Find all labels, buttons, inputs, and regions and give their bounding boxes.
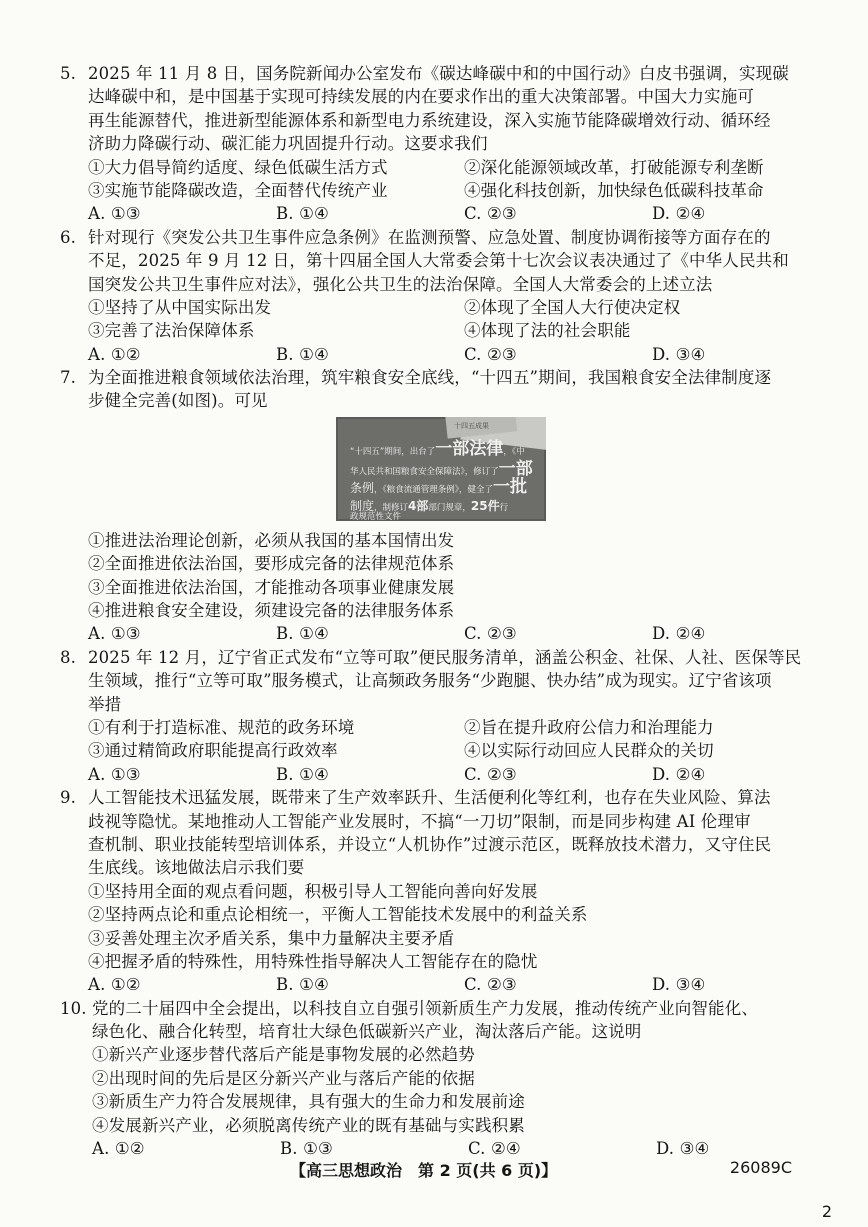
option-2: ②体现了全国人大行使决定权 [464,297,681,317]
law-system-figure [336,417,546,521]
question-stem-line: 2025 年 11 月 8 日，国务院新闻办公室发布《碳达峰碳中和的中国行动》白皮书强调，实现碳 [88,64,789,83]
question-stem-line: 举措 [88,694,122,714]
option-3: ③通过精简政府职能提高行政效率 [88,741,338,761]
question-stem-line: 生底线。该地做法启示我们要 [88,858,305,878]
figure-text: ，《粮食流通管理条例》，健全了 [374,484,494,495]
option-3: ③新质生产力符合发展规律，具有强大的生命力和发展前途 [92,1092,525,1112]
figure-highlight: 一部法律 [435,438,504,459]
figure-text: ，《中 [503,446,525,457]
question-stem-line: 查机制、职业技能转型培训体系，并设立“人机协作”过渡示范区，既释放技术潜力，又守住民 [88,834,772,854]
corner-page-number: 2 [821,1202,832,1221]
question-number: 7. [60,368,77,388]
question-9 [60,786,812,997]
choice-d: D. ②④ [652,204,706,224]
option-4: ④强化科技创新，加快绿色低碳科技革命 [464,180,764,200]
choice-c: C. ②③ [464,624,517,644]
choice-a: A. ①③ [88,764,141,784]
question-number: 9. [60,788,77,808]
choice-d: D. ②④ [652,624,706,644]
option-2: ②坚持两点论和重点论相统一，平衡人工智能技术发展中的利益关系 [88,905,588,925]
question-stem-line: 步健全完善(如图)。可见 [88,391,268,411]
choice-a: A. ①② [88,975,141,995]
choice-c: C. ②③ [464,975,517,995]
choice-a: A. ①③ [88,204,141,224]
question-number: 5. [60,64,77,83]
question-7 [60,366,812,646]
question-stem-line: 济助力降碳行动、碳汇能力巩固提升行动。这要求我们 [88,134,488,154]
question-stem-line: 达峰碳中和，是中国基于实现可持续发展的内在要求作出的重大决策部署。中国大力实施可 [88,87,754,107]
question-number: 8. [60,647,77,667]
option-4: ④以实际行动回应人民群众的关切 [464,741,714,761]
figure-top-note: 十四五成果 [454,421,489,430]
option-2: ②深化能源领域改革，打破能源专利垄断 [464,157,764,177]
figure-highlight: 25件 [470,498,500,513]
choice-a: A. ①② [88,344,141,364]
footer-page-info: 【高三思想政治 第 2 页(共 6 页)】 [290,1161,558,1180]
question-5 [60,62,812,226]
option-3: ③完善了法治保障体系 [88,321,255,341]
figure-text: “十四五”期间，出台了 [350,446,436,457]
exam-page [60,62,812,1160]
question-stem-line: 歧视等隐忧。某地推动人工智能产业发展时，不搞“一刀切”限制，而是同步构建 AI 伦理审 [88,811,751,831]
option-3: ③实施节能降碳改造，全面替代传统产业 [88,180,388,200]
option-1: ①新兴产业逐步替代落后产能是事物发展的必然趋势 [92,1045,475,1065]
question-stem-line: 生领域，推行“立等可取”服务模式，让高频政务服务“少跑腿、快办结”成为现实。辽宁省该项 [88,671,772,691]
question-number: 10. [60,998,87,1018]
option-1: ①坚持了从中国实际出发 [88,297,272,317]
choice-d: D. ③④ [656,1139,710,1159]
figure-text: 政规范性文件 [350,511,402,521]
choice-c: C. ②③ [464,204,517,224]
option-4: ④推进粮食安全建设，须建设完备的法律服务体系 [88,601,455,621]
question-10 [60,997,812,1161]
choice-b: B. ①④ [276,204,329,224]
figure-highlight: 4部 [408,498,429,513]
choice-c: C. ②③ [464,344,517,364]
option-3: ③妥善处理主次矛盾关系，集中力量解决主要矛盾 [88,928,455,948]
option-1: ①有利于打造标准、规范的政务环境 [88,717,355,737]
question-stem-line: 人工智能技术迅猛发展，既带来了生产效率跃升、生活便利化等红利，也存在失业风险、算法 [88,788,771,808]
footer-exam-code: 26089C [729,1158,792,1177]
choice-d: D. ③④ [652,344,706,364]
figure-text: 华人民共和国粮食安全保障法》，修订了 [350,466,499,477]
option-4: ④体现了法的社会职能 [464,321,631,341]
question-stem-line: 2025 年 12 月，辽宁省正式发布“立等可取”便民服务清单，涵盖公积金、社保、人社、医保等民 [88,647,802,667]
figure-text: ，制修订 [374,502,409,513]
option-1: ①坚持用全面的观点看问题，积极引导人工智能向善向好发展 [88,881,538,901]
figure-highlight: 一批 [493,476,528,497]
choice-d: D. ②④ [652,764,706,784]
choice-b: B. ①④ [276,975,329,995]
option-2: ②出现时间的先后是区分新兴产业与落后产能的依据 [92,1068,475,1088]
option-4: ④把握矛盾的特殊性，用特殊性指导解决人工智能存在的隐忧 [88,951,538,971]
choice-b: B. ①③ [280,1139,333,1159]
figure-text: 条例 [350,480,375,495]
question-stem-line: 针对现行《突发公共卫生事件应急条例》在监测预警、应急处置、制度协调衔接等方面存在的 [88,227,771,247]
option-2: ②全面推进依法治国，要形成完备的法律规范体系 [88,554,455,574]
choice-c: C. ②③ [464,764,517,784]
choice-a: A. ①③ [88,624,141,644]
question-stem-line: 国突发公共卫生事件应对法》，强化公共卫生的法治保障。全国人大常委会的上述立法 [88,274,713,294]
question-number: 6. [60,227,77,247]
page-footer [60,1158,812,1182]
option-4: ④发展新兴产业，必须脱离传统产业的既有基础与实践积累 [92,1115,525,1135]
option-1: ①大力倡导简约适度、绿色低碳生活方式 [88,157,388,177]
question-stem-line: 绿色化、融合化转型，培育壮大绿色低碳新兴产业，淘汰落后产能。这说明 [92,1022,642,1042]
figure-highlight: 一部 [498,458,533,479]
figure-text: 行 [499,502,509,513]
figure-text: 部门规章， [428,502,471,513]
choice-c: C. ②④ [468,1139,521,1159]
choice-b: B. ①④ [276,624,329,644]
question-stem-line: 不足，2025 年 9 月 12 日，第十四届全国人大常委会第十七次会议表决通过了《中华人民共和 [88,251,789,271]
option-3: ③全面推进依法治国，才能推动各项事业健康发展 [88,577,455,597]
question-stem-line: 为全面推进粮食领域依法治理，筑牢粮食安全底线，“十四五”期间，我国粮食安全法律制度逐 [88,368,772,388]
question-stem-line: 再生能源替代，推进新型能源体系和新型电力系统建设，深入实施节能降碳增效行动、循环经 [88,110,771,130]
choice-a: A. ①② [92,1139,145,1159]
figure-text: 制度 [350,498,375,513]
question-stem-line: 党的二十届四中全会提出，以科技自立自强引领新质生产力发展，推动传统产业向智能化、 [92,998,758,1018]
choice-d: D. ③④ [652,975,706,995]
option-1: ①推进法治理论创新，必须从我国的基本国情出发 [88,530,455,550]
question-6 [60,226,812,366]
question-8 [60,646,812,786]
option-2: ②旨在提升政府公信力和治理能力 [464,717,714,737]
choice-b: B. ①④ [276,344,329,364]
choice-b: B. ①④ [276,764,329,784]
